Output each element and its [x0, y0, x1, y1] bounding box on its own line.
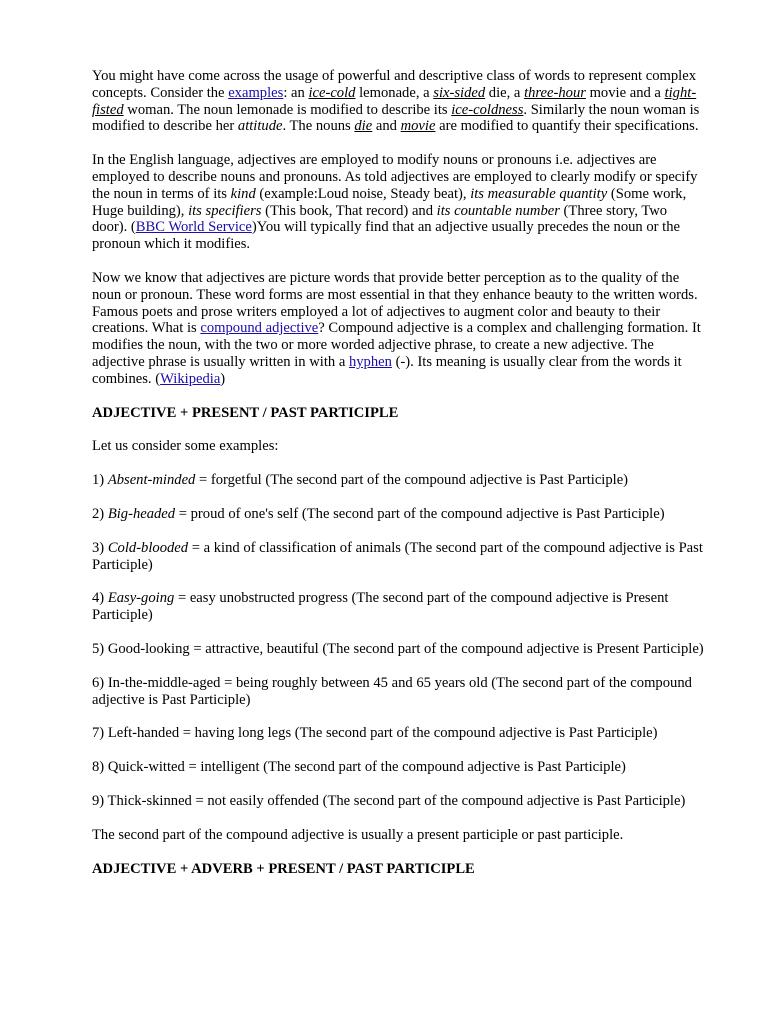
example-definition: Thick-skinned = not easily offended (The second part of the compound adjective is Past Participle)	[107, 792, 686, 809]
term-kind: kind	[230, 185, 256, 202]
link-compound-adjective[interactable]: compound adjective	[200, 320, 319, 337]
example-definition: = easy unobstructed progress (The second part of the compound adjective is Present Participle)	[92, 590, 669, 624]
text: and	[372, 118, 401, 135]
example-item	[92, 506, 704, 523]
term-attitude: attitude	[237, 118, 283, 135]
example-definition: Left-handed = having long legs (The second part of the compound adjective is Past Participle)	[107, 725, 658, 742]
example-item	[92, 793, 704, 810]
example-number: 2)	[92, 505, 108, 522]
example-item	[92, 472, 704, 489]
text: (Three story, Two door). (	[92, 202, 668, 236]
text: You might have come across the usage of powerful and descriptive class of words to represent complex concepts. Consider the	[92, 68, 696, 101]
text: are modified to quantify their specifications.	[435, 118, 699, 135]
example-item	[92, 725, 704, 742]
text: )	[220, 370, 226, 387]
text: Steady beat),	[386, 185, 471, 202]
term-measurable-quantity: its measurable quantity	[470, 185, 608, 202]
example-item	[92, 759, 704, 776]
paragraph-picture-words	[92, 270, 704, 388]
example-definition: In-the-middle-aged = being roughly between 45 and 65 years old (The second part of the compound adjective is Past Participle)	[92, 674, 692, 708]
example-term: Cold-blooded	[107, 539, 189, 556]
term-specifiers: its specifiers	[188, 202, 262, 219]
term-die: die	[354, 118, 373, 135]
example-number: 9)	[92, 792, 108, 809]
example-definition: = a kind of classification of animals (The second part of the compound adjective is Past Participle)	[92, 539, 703, 573]
term-six-sided: six-sided	[433, 84, 486, 101]
example-term: Big-headed	[107, 505, 176, 522]
examples-intro: Let us consider some examples:	[92, 438, 279, 455]
example-item	[92, 641, 704, 658]
document-page	[92, 68, 704, 894]
example-definition: Good-looking = attractive, beautiful (The second part of the compound adjective is Present Participle)	[107, 640, 704, 657]
example-term: Easy-going	[107, 590, 175, 607]
text: . Similarly the noun woman is modified to describe her	[92, 101, 700, 135]
link-bbc-world-service[interactable]: BBC World Service	[135, 219, 252, 236]
text: movie and a	[585, 84, 665, 101]
text: ,	[383, 185, 387, 202]
text: (example:Loud noise	[255, 185, 384, 202]
text: (Some work, Huge building),	[92, 185, 687, 219]
text: die, a	[485, 84, 525, 101]
paragraph-intro	[92, 68, 704, 135]
link-hyphen[interactable]: hyphen	[348, 353, 392, 370]
example-item	[92, 675, 704, 709]
text: lemonade, a	[355, 84, 434, 101]
link-examples[interactable]: examples	[228, 84, 284, 101]
example-number: 7)	[92, 725, 108, 742]
example-definition: = proud of one's self (The second part of the compound adjective is Past Participle)	[175, 505, 665, 522]
paragraph-english-language	[92, 152, 704, 253]
example-number: 3)	[92, 539, 108, 556]
example-definition: Quick-witted = intelligent (The second part of the compound adjective is Past Participle)	[107, 759, 626, 776]
example-number: 5)	[92, 640, 108, 657]
term-countable-number: its countable number	[436, 202, 560, 219]
term-three-hour: three-hour	[524, 84, 586, 101]
example-number: 1)	[92, 472, 108, 489]
section-heading: ADJECTIVE + PRESENT / PAST PARTICIPLE	[92, 404, 399, 421]
text: : an	[283, 84, 309, 101]
link-wikipedia[interactable]: Wikipedia	[160, 370, 221, 387]
example-number: 8)	[92, 759, 108, 776]
text: (This book, That record) and	[261, 202, 437, 219]
term-movie: movie	[400, 118, 436, 135]
text: (-). Its meaning is usually clear from the words it combines. (	[92, 353, 682, 387]
text: In the English language, adjectives are employed to modify nouns or pronouns i.e. adjectives are employed to describe nouns and pronouns. As told adjectives are employed to clearly modify or specify the noun in terms of its	[92, 152, 698, 202]
text: ? Compound adjective is a complex and challenging formation. It modifies the noun, with the two or more worded adjective phrase, to create a new adjective. The adjective phrase is usually written in with a	[92, 320, 701, 370]
example-number: 6)	[92, 674, 108, 691]
term-tight-fisted: tight-fisted	[92, 84, 697, 118]
example-number: 4)	[92, 590, 108, 607]
example-definition: = forgetful (The second part of the compound adjective is Past Participle)	[195, 472, 629, 489]
summary-text: The second part of the compound adjective is usually a present participle or past participle.	[92, 826, 624, 843]
example-item	[92, 540, 704, 574]
example-term: Absent-minded	[107, 472, 196, 489]
section-heading: ADJECTIVE + ADVERB + PRESENT / PAST PARTICIPLE	[92, 860, 475, 877]
term-ice-coldness: ice-coldness	[451, 101, 524, 118]
text: )You will typically find that an adjective usually precedes the noun or the pronoun which it modifies.	[92, 219, 681, 253]
example-item	[92, 590, 704, 624]
term-ice-cold: ice-cold	[308, 84, 356, 101]
text: woman. The noun lemonade is modified to describe its	[123, 101, 452, 118]
text: . The nouns	[282, 118, 355, 135]
text: Now we know that adjectives are picture words that provide better perception as to the quality of the noun or pronoun. These word forms are most essential in that they enhance beauty to the written words. Famous poets and prose writers employed a lot of adjectives to augment color and beauty to their creations. What is	[92, 269, 698, 337]
